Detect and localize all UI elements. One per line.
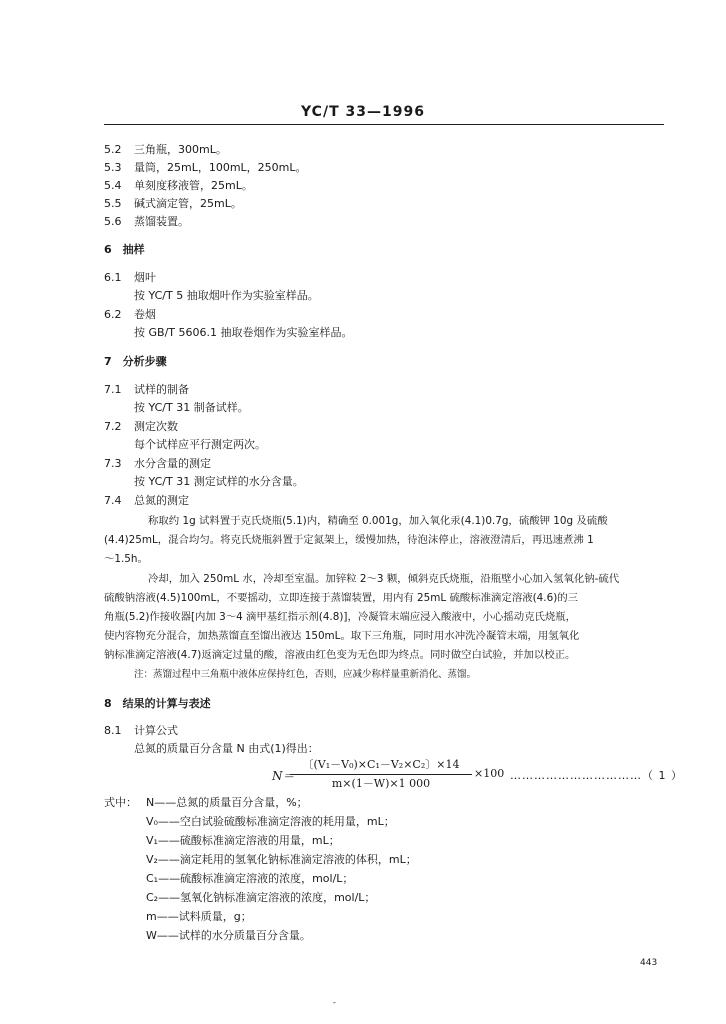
note: 注：蒸馏过程中三角瓶中液体应保持红色，否则，应减少称样量重新消化、蒸馏。: [134, 669, 477, 680]
subsection-title: 烟叶: [134, 271, 156, 284]
subsection-body: 每个试样应平行测定两次。: [134, 438, 266, 451]
subsection-title: 卷烟: [134, 308, 156, 321]
definition-line: m——试料质量，g；: [146, 910, 252, 923]
subsection-number: 7.1: [104, 383, 122, 396]
definition-line: N——总氮的质量百分含量，%；: [146, 796, 308, 809]
subsection-title: 计算公式: [134, 724, 178, 737]
definition-line: V₁——硫酸标准滴定溶液的用量，mL；: [146, 834, 340, 847]
item-number: 5.6: [104, 215, 122, 228]
item-number: 5.2: [104, 143, 122, 156]
subsection-title: 水分含量的测定: [134, 457, 211, 470]
subsection-number: 7.4: [104, 494, 122, 507]
item-text: 碱式滴定管，25mL。: [134, 197, 242, 210]
item-number: 5.4: [104, 179, 122, 192]
formula-fraction: [290, 758, 472, 791]
definition-line: W——试样的水分质量百分含量。: [146, 929, 311, 942]
item-text: 三角瓶，300mL。: [134, 143, 227, 156]
paragraph-line: 硫酸钠溶液(4.5)100mL，不要摇动，立即连接于蒸馏装置，用内有 25mL 硫酸标准滴定溶液(4.6)的三: [104, 592, 579, 604]
subsection-title: 总氮的测定: [134, 494, 189, 507]
subsection-number: 7.3: [104, 457, 122, 470]
item-number: 5.3: [104, 161, 122, 174]
item-text: 单刻度移液管，25mL。: [134, 179, 253, 192]
formula-label: ……………………………（ 1 ）: [510, 769, 683, 782]
paragraph-line: 使内容物充分混合，加热蒸馏直至馏出液达 150mL。取下三角瓶，同时用水冲洗冷凝管末端，用氢氧化: [104, 630, 580, 642]
subsection-body: 按 YC/T 31 测定试样的水分含量。: [134, 475, 304, 488]
definitions-intro: 式中：: [104, 796, 137, 809]
subsection-number: 6.2: [104, 308, 122, 321]
item-text: 蒸馏装置。: [134, 215, 189, 228]
item-text: 量筒，25mL，100mL，250mL。: [134, 161, 307, 174]
definition-line: C₂——氢氧化钠标准滴定溶液的浓度，mol/L；: [146, 891, 376, 904]
definition-line: V₀——空白试验硫酸标准滴定溶液的耗用量，mL；: [146, 815, 395, 828]
formula-numerator: 〔(V₁－V₀)×C₁－V₂×C₂〕×14: [302, 758, 460, 771]
paragraph-line: 称取约 1g 试料置于克氏烧瓶(5.1)内，精确至 0.001g，加入氧化汞(4.1)0.7g，硫酸钾 10g 及硫酸: [148, 515, 608, 527]
paragraph-line: 冷却，加入 250mL 水，冷却至室温。加锌粒 2～3 颗，倾斜克氏烧瓶，沿瓶壁小心加入氢氧化钠-硫代: [148, 573, 620, 585]
formula-intro: 总氮的质量百分含量 N 由式(1)得出：: [134, 742, 319, 755]
formula-multiplier: ×100: [474, 767, 505, 780]
subsection-number: 6.1: [104, 271, 122, 284]
section-7-heading: 7 分析步骤: [104, 355, 167, 368]
subsection-body: 按 YC/T 31 制备试样。: [134, 401, 249, 414]
subsection-body: 按 YC/T 5 抽取烟叶作为实验室样品。: [134, 289, 319, 302]
paragraph-line: 钠标准滴定溶液(4.7)返滴定过量的酸，溶液由红色变为无色即为终点。同时做空白试验，并加以校正。: [104, 649, 576, 661]
subsection-number: 7.2: [104, 420, 122, 433]
subsection-title: 试样的制备: [134, 383, 189, 396]
formula-lhs: N＝: [272, 769, 295, 783]
section-6-heading: 6 抽样: [104, 243, 145, 256]
page-number: 443: [640, 958, 658, 968]
fraction-bar: [290, 774, 472, 775]
scan-speck: -: [333, 998, 336, 1007]
section-8-heading: 8 结果的计算与表述: [104, 697, 211, 710]
item-number: 5.5: [104, 197, 122, 210]
subsection-title: 测定次数: [134, 420, 178, 433]
header-rule: [104, 124, 664, 125]
definition-line: V₂——滴定耗用的氢氧化钠标准滴定溶液的体积，mL；: [146, 853, 417, 866]
paragraph-line: ～1.5h。: [104, 553, 148, 565]
paragraph-line: (4.4)25mL，混合均匀。将克氏烧瓶斜置于定氮架上，缓慢加热，待泡沫停止，溶液澄清后，再迅速煮沸 1: [104, 534, 594, 546]
paragraph-line: 角瓶(5.2)作接收器[内加 3～4 滴甲基红指示剂(4.8)]，冷凝管末端应浸入酸液中，小心摇动克氏烧瓶，: [104, 611, 577, 623]
formula-denominator: m×(1－W)×1 000: [331, 777, 431, 790]
subsection-body: 按 GB/T 5606.1 抽取卷烟作为实验室样品。: [134, 326, 353, 339]
page-header-standard-code: YC/T 33—1996: [301, 104, 425, 120]
definition-line: C₁——硫酸标准滴定溶液的浓度，mol/L；: [146, 872, 354, 885]
subsection-number: 8.1: [104, 724, 122, 737]
